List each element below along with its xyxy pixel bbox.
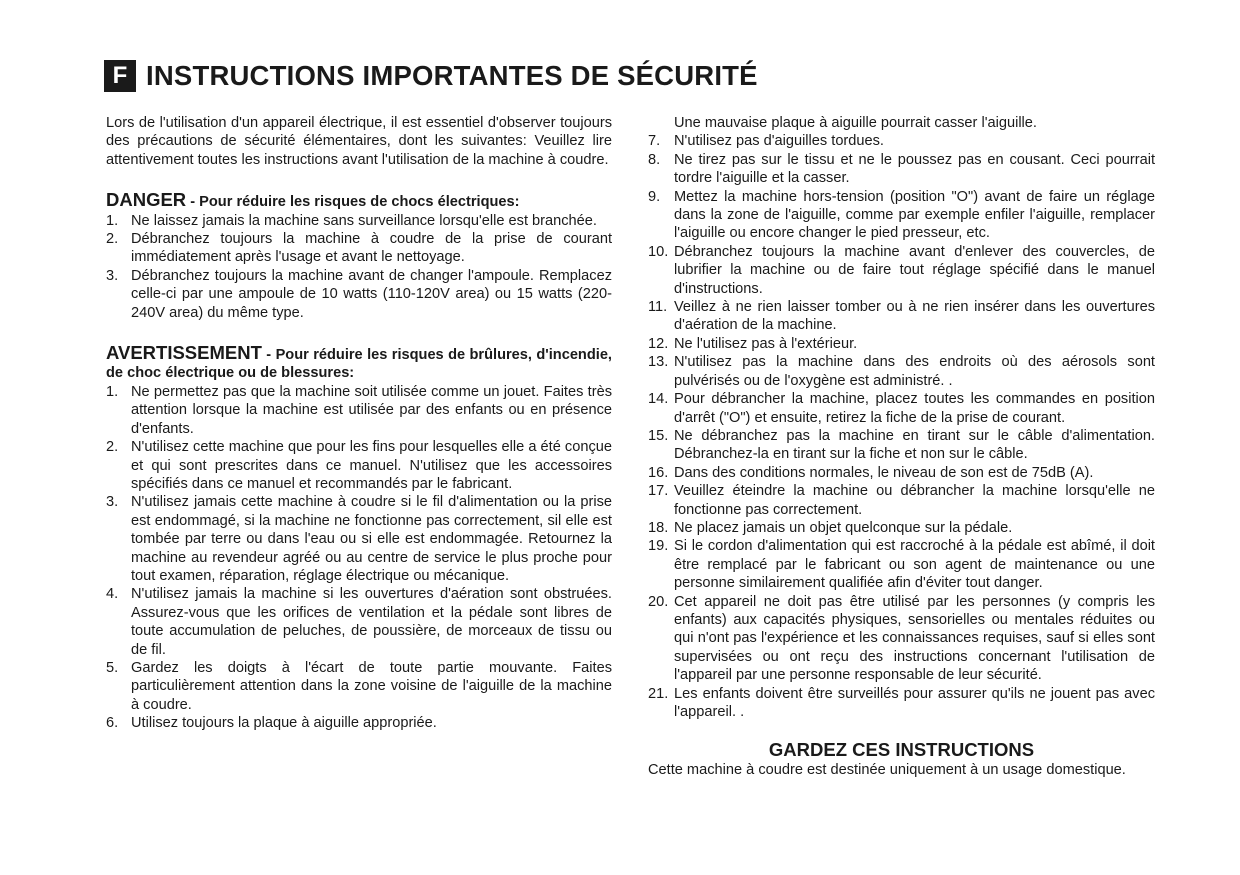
list-item <box>648 519 1155 537</box>
item-text: N'utilisez jamais la machine si les ouvertures d'aération sont obstruées. Assurez-vous que les orifices de ventilation et la pédale sont libres de toute accumulation de peluches, de poussière, de morceaux de tissu ou de fil. <box>131 586 612 658</box>
item-text: Débranchez toujours la machine avant d'enlever des couvercles, de lubrifier la machine ou de faire tout réglage spécifié dans le manuel d'instructions. <box>674 243 1155 297</box>
item-text: Veillez à ne rien laisser tomber ou à ne rien insérer dans les ouvertures d'aération de la machine. <box>674 299 1155 334</box>
list-item <box>648 298 1155 335</box>
right-column <box>648 114 1155 780</box>
list-item <box>106 585 612 659</box>
list-item <box>648 427 1155 464</box>
item-number: 14. <box>648 391 669 408</box>
item-number: 17. <box>648 483 669 500</box>
item-number: 8. <box>648 151 661 168</box>
list-item <box>648 151 1155 188</box>
list-item <box>106 714 612 732</box>
item-text: Dans des conditions normales, le niveau de son est de 75dB (A). <box>674 464 1094 481</box>
list-item <box>648 132 1155 150</box>
item-number: 10. <box>648 243 669 260</box>
item-number: 18. <box>648 519 669 536</box>
item-text: Ne débranchez pas la machine en tirant sur le câble d'alimentation. Débranchez-la en tirant sur la fiche et non sur le câble. <box>674 427 1155 463</box>
list-item <box>648 464 1155 482</box>
item-number: 4. <box>106 586 119 603</box>
list-item <box>106 383 612 438</box>
item-number: 15. <box>648 427 669 444</box>
warning-list-continued <box>648 132 1155 721</box>
item-text: N'utilisez jamais cette machine à coudre si le fil d'alimentation ou la prise est endommagé, si la machine ne fonctionne pas correctement, sil elle est tombée par terre ou dans l'eau ou si elle est endommagée. Retournez la machine au revendeur agréé ou au centre de service le plus proche pour tout examen, réparation, réglage électrique ou mécanique. <box>131 494 612 584</box>
left-column <box>106 114 612 733</box>
list-item <box>648 353 1155 390</box>
list-item <box>648 390 1155 427</box>
list-item <box>106 230 612 267</box>
language-badge: F <box>104 60 136 92</box>
list-item <box>106 438 612 493</box>
item-text: Mettez la machine hors-tension (position "O") avant de faire un réglage dans la zone de l'aiguille, comme par exemple enfiler l'aiguille, remplacer l'aiguille ou encore changer le pied presseur, etc. <box>674 188 1155 242</box>
item-number: 9. <box>648 188 661 205</box>
list-item <box>648 482 1155 519</box>
item-number: 3. <box>106 494 119 511</box>
item-number: 1. <box>106 212 119 229</box>
item-6-continuation: Une mauvaise plaque à aiguille pourrait casser l'aiguille. <box>674 115 1037 131</box>
list-item <box>106 493 612 585</box>
danger-subtitle: - Pour réduire les risques de chocs électriques: <box>186 194 520 211</box>
item-number: 7. <box>648 133 661 150</box>
item-text: Les enfants doivent être surveillés pour assurer qu'ils ne jouent pas avec l'appareil. . <box>674 685 1155 720</box>
danger-label: DANGER <box>106 189 187 211</box>
item-number: 19. <box>648 538 669 555</box>
item-text: Cet appareil ne doit pas être utilisé par les personnes (y compris les enfants) aux capacités physiques, sensorielles ou mentales réduites ou qui n'ont pas l'expérience et les connaissances requises, sauf si elles sont supervisées ou ont reçu des instructions concernant l'utilisation de l'appareil par une personne responsable de leur sécurité. <box>674 593 1155 684</box>
keep-instructions-heading: GARDEZ CES INSTRUCTIONS <box>768 739 1035 761</box>
item-number: 13. <box>648 354 669 371</box>
warning-label: AVERTISSEMENT <box>106 342 262 364</box>
item-number: 2. <box>106 231 119 248</box>
item-text: Veuillez éteindre la machine ou débrancher la machine lorsqu'elle ne fonctionne pas correctement. <box>674 483 1155 518</box>
list-item <box>648 537 1155 592</box>
list-item <box>648 685 1155 722</box>
warning-list <box>106 383 612 733</box>
item-number: 11. <box>648 299 668 316</box>
item-text: N'utilisez pas d'aiguilles tordues. <box>674 133 884 150</box>
warning-subtitle: - Pour réduire les risques de brûlures, d'incendie, de choc électrique ou de blessures: <box>106 347 612 382</box>
item-text: Pour débrancher la machine, placez toutes les commandes en position d'arrêt ("O") et ensuite, retirez la fiche de la prise de courant. <box>674 391 1155 426</box>
list-item <box>106 659 612 714</box>
list-item <box>648 593 1155 685</box>
domestic-use-note: Cette machine à coudre est destinée uniquement à un usage domestique. <box>648 762 1126 779</box>
item-number: 16. <box>648 464 669 481</box>
warning-heading <box>106 344 612 383</box>
danger-heading <box>106 191 612 211</box>
item-text: Débranchez toujours la machine à coudre de la prise de courant immédiatement après l'usage et avant le nettoyage. <box>131 231 612 266</box>
page-header <box>104 60 758 92</box>
item-text: Ne placez jamais un objet quelconque sur la pédale. <box>674 519 1013 536</box>
item-text: Si le cordon d'alimentation qui est raccroché à la pédale est abîmé, il doit être remplacé par le fabricant ou son agent de maintenance ou une personne similairement qualifiée afin d'éviter tout danger. <box>674 538 1155 592</box>
item-text: Ne laissez jamais la machine sans surveillance lorsqu'elle est branchée. <box>131 212 597 229</box>
item-text: N'utilisez cette machine que pour les fins pour lesquelles elle a été conçue et qui sont prescrites dans ce manuel. N'utilisez que les accessoires spécifiés dans ce manuel et recommandés par le fabricant. <box>131 439 612 492</box>
item-number: 21. <box>648 685 669 702</box>
page-title: INSTRUCTIONS IMPORTANTES DE SÉCURITÉ <box>146 60 758 91</box>
item-number: 2. <box>106 439 119 456</box>
list-item <box>648 243 1155 298</box>
list-item <box>106 212 612 230</box>
list-item <box>106 267 612 322</box>
item-number: 6. <box>106 715 119 732</box>
item-text: Ne permettez pas que la machine soit utilisée comme un jouet. Faites très attention lorsque la machine est utilisée par des enfants ou en présence d'enfants. <box>131 383 612 437</box>
item-number: 12. <box>648 335 669 352</box>
list-item <box>648 335 1155 353</box>
item-text: Ne tirez pas sur le tissu et ne le poussez pas en cousant. Ceci pourrait tordre l'aiguille et la casser. <box>674 151 1155 187</box>
item-text: Utilisez toujours la plaque à aiguille appropriée. <box>131 715 437 732</box>
item-text: Gardez les doigts à l'écart de toute partie mouvante. Faites particulièrement attention dans la zone voisine de l'aiguille de la machine à coudre. <box>131 659 612 713</box>
item-text: Ne l'utilisez pas à l'extérieur. <box>674 335 858 352</box>
item-number: 3. <box>106 267 119 284</box>
danger-list <box>106 212 612 322</box>
intro-paragraph: Lors de l'utilisation d'un appareil électrique, il est essentiel d'observer toujours des précautions de sécurité élémentaires, dont les suivantes: Veuillez lire attentivement toutes les instructions avant l'utilisation de la machine à coudre. <box>106 115 612 168</box>
item-number: 20. <box>648 593 669 610</box>
item-number: 5. <box>106 659 119 676</box>
item-text: Débranchez toujours la machine avant de changer l'ampoule. Remplacez celle-ci par une ampoule de 10 watts (110-120V area) ou 15 watts (220-240V area) du même type. <box>131 267 612 321</box>
item-text: N'utilisez pas la machine dans des endroits où des aérosols sont pulvérisés ou de l'oxygène est administré. . <box>674 354 1155 389</box>
item-number: 1. <box>106 383 119 400</box>
list-item <box>648 188 1155 243</box>
